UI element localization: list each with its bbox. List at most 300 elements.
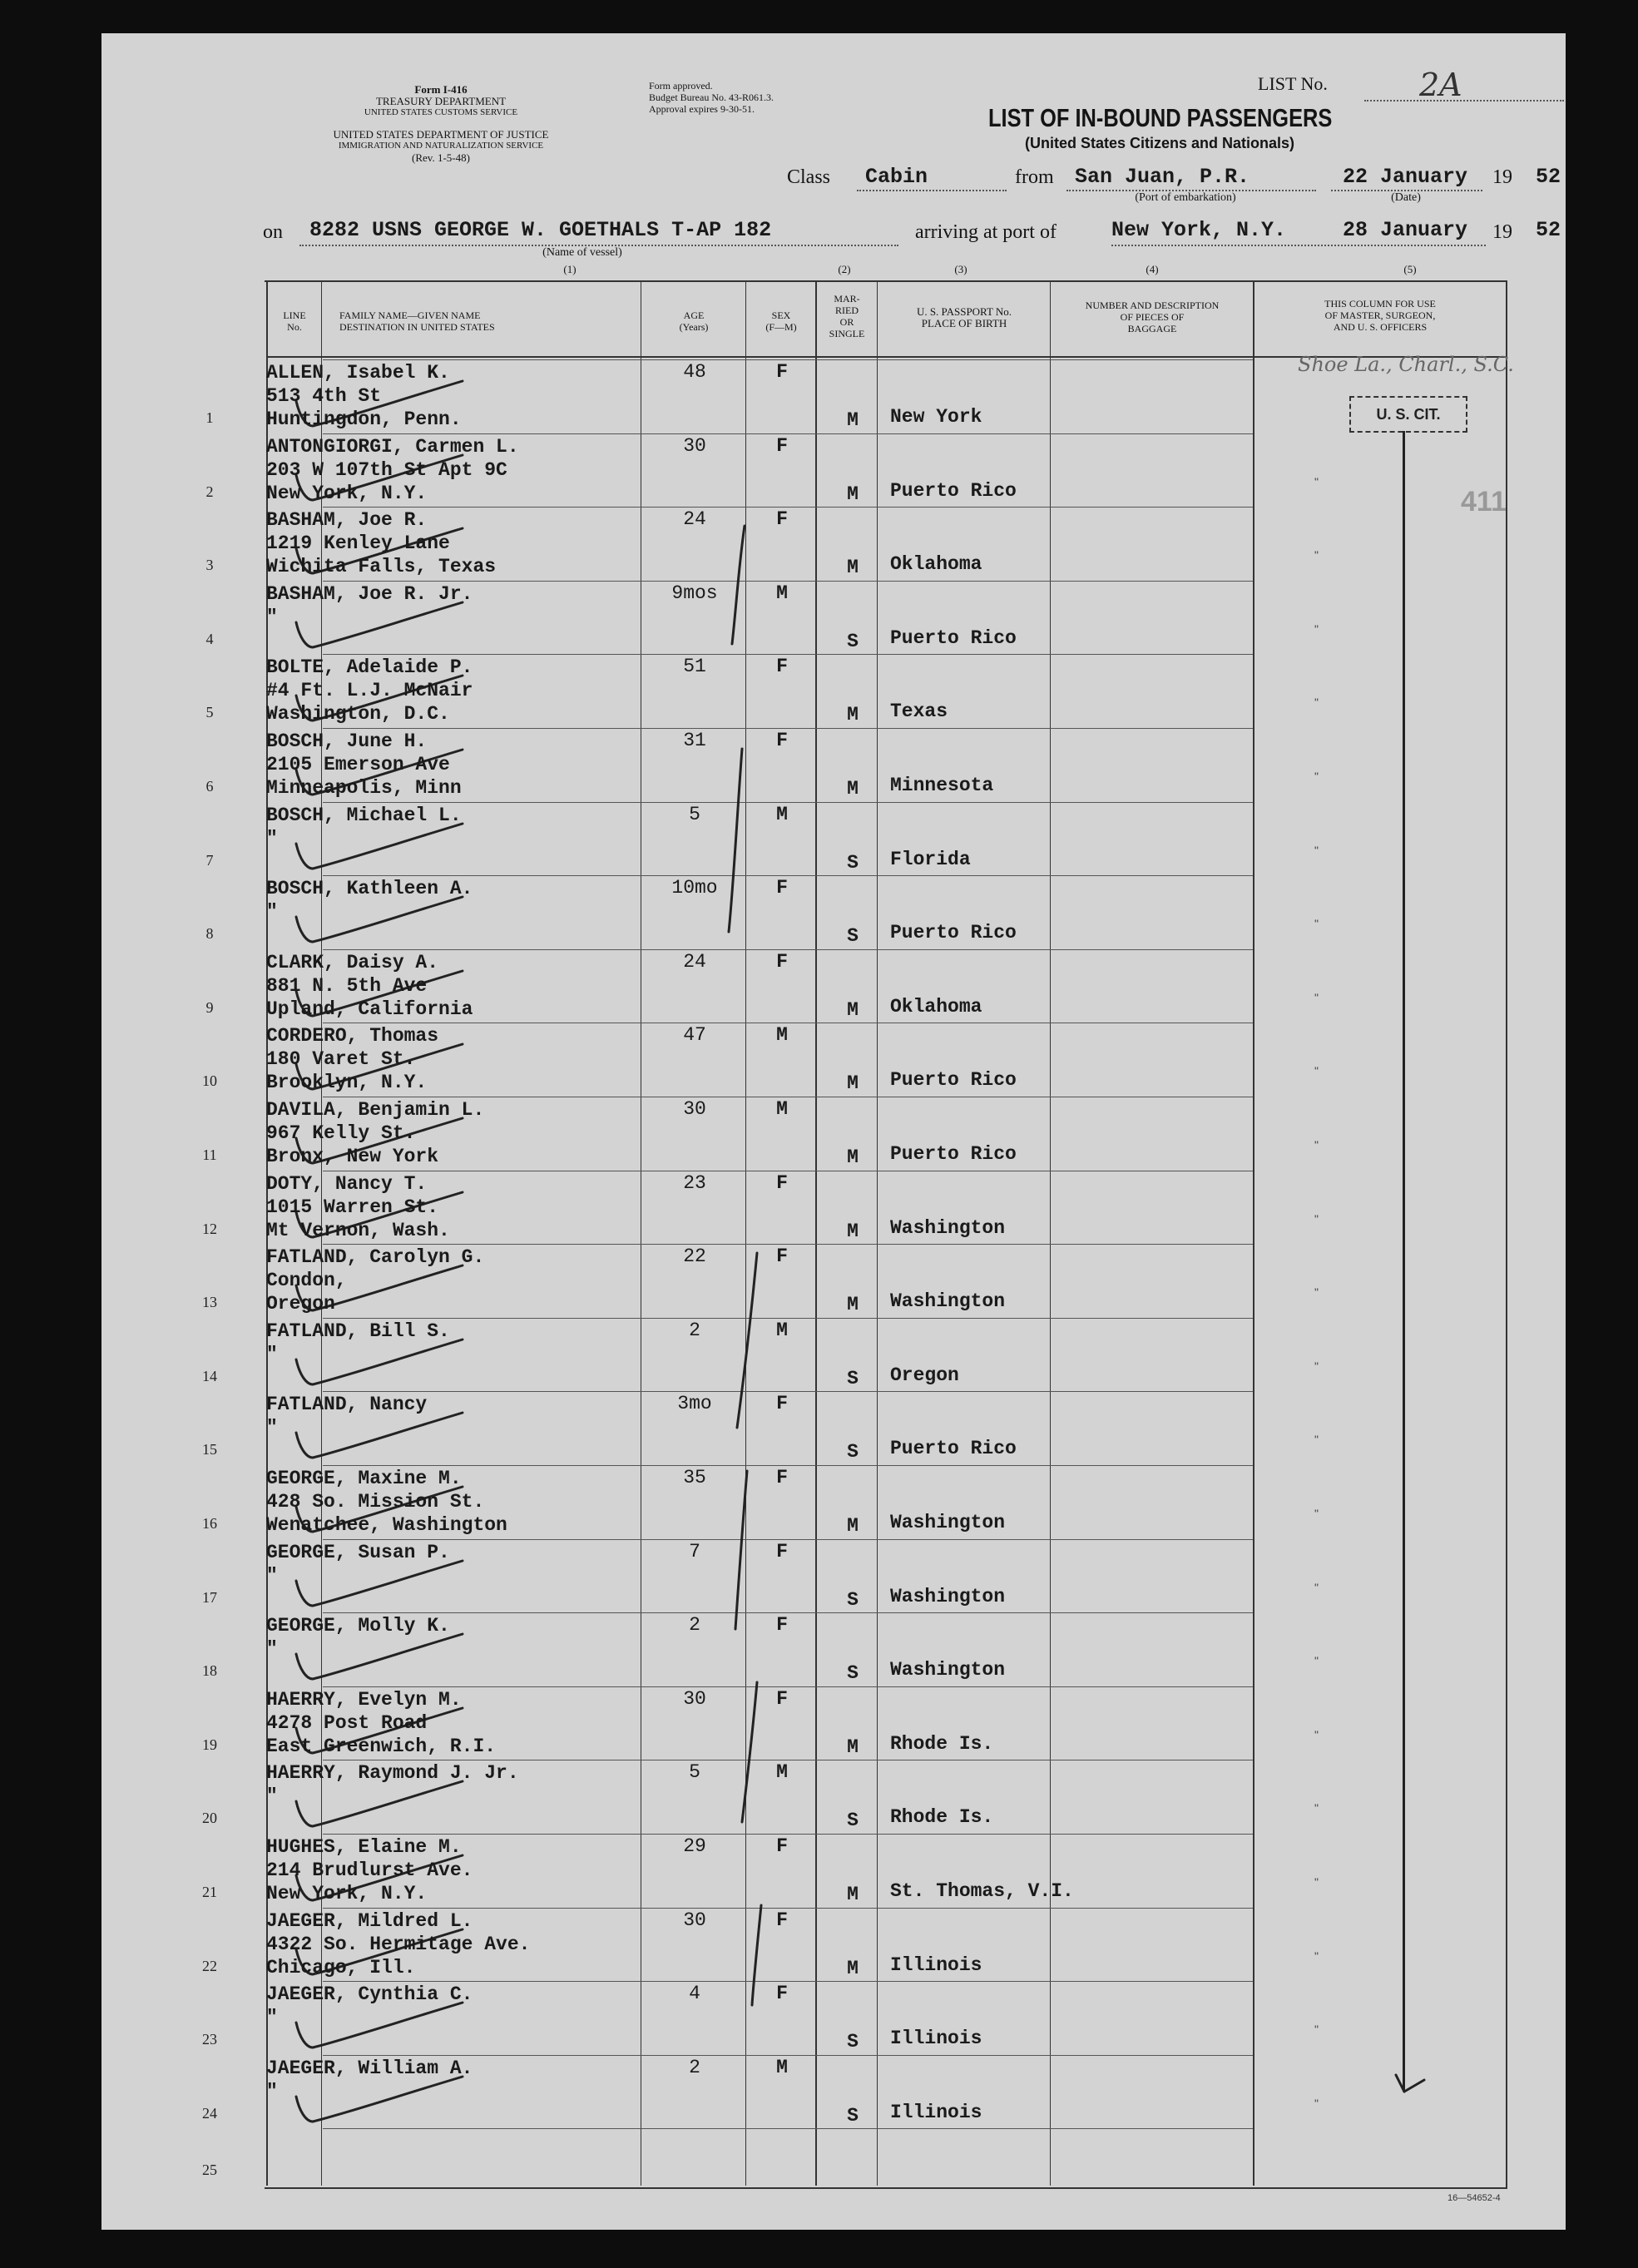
header-married-4: SINGLE xyxy=(829,328,865,339)
place-of-birth: Puerto Rico xyxy=(890,480,1017,502)
destination-line-1: 1015 Warren St. xyxy=(266,1196,439,1218)
marital-status: S xyxy=(847,1810,859,1831)
sex: M xyxy=(776,1098,788,1120)
place-of-birth: Oklahoma xyxy=(890,553,982,575)
treasury-dept: TREASURY DEPARTMENT xyxy=(375,95,507,107)
marital-status: M xyxy=(847,409,859,431)
sex: F xyxy=(776,877,788,899)
destination-line-1: 203 W 107th St Apt 9C xyxy=(266,459,507,481)
place-of-birth: Minnesota xyxy=(890,775,994,796)
row-divider xyxy=(323,1318,1253,1319)
age: 2 xyxy=(689,1614,700,1636)
passenger-name: GEORGE, Susan P. xyxy=(266,1542,450,1563)
marital-status: M xyxy=(847,557,859,578)
header-baggage-2: OF PIECES OF xyxy=(1120,311,1185,323)
row-divider xyxy=(323,359,1253,360)
sex: F xyxy=(776,435,788,457)
header-family-name-2: DESTINATION IN UNITED STATES xyxy=(339,321,495,333)
place-of-birth: Washington xyxy=(890,1586,1006,1607)
line-number: 17 xyxy=(202,1589,217,1606)
row-divider xyxy=(323,1612,1253,1613)
place-of-birth: Illinois xyxy=(890,2028,982,2049)
marital-status: M xyxy=(847,1958,859,1979)
age: 51 xyxy=(683,656,706,677)
departure-date: 22 January xyxy=(1343,165,1468,189)
ditto-tick: " xyxy=(1314,1064,1319,1077)
header-age-2: (Years) xyxy=(679,321,709,333)
destination-line-1: 881 N. 5th Ave xyxy=(266,975,428,997)
header-married xyxy=(817,293,877,339)
destination-line-1: " xyxy=(266,2081,278,2102)
age: 2 xyxy=(689,2057,700,2078)
line-number: 3 xyxy=(205,557,214,573)
age: 22 xyxy=(683,1245,706,1267)
ditto-tick: " xyxy=(1314,770,1319,783)
marital-status: S xyxy=(847,1368,859,1389)
marital-status: S xyxy=(847,1589,859,1611)
passenger-name: FATLAND, Bill S. xyxy=(266,1320,450,1342)
place-of-birth: Washington xyxy=(890,1217,1006,1239)
header-married-2: RIED xyxy=(835,305,859,316)
destination-line-2: Oregon xyxy=(266,1293,335,1315)
header-baggage xyxy=(1052,300,1253,334)
ditto-tick: " xyxy=(1314,2023,1319,2036)
marital-status: M xyxy=(847,1221,859,1242)
age: 24 xyxy=(683,508,706,530)
line-number: 16 xyxy=(202,1515,217,1532)
sex: M xyxy=(776,1024,788,1046)
passenger-name: BOSCH, June H. xyxy=(266,730,428,752)
vessel-name: 8282 USNS GEORGE W. GOETHALS T-AP 182 xyxy=(309,218,772,242)
passenger-name: CLARK, Daisy A. xyxy=(266,952,439,973)
arriving-label: arriving at port of xyxy=(915,221,1057,243)
line-number: 9 xyxy=(205,999,214,1016)
marital-status: S xyxy=(847,631,859,652)
marital-status: M xyxy=(847,704,859,725)
row-divider xyxy=(323,1686,1253,1687)
marital-status: S xyxy=(847,2105,859,2127)
ditto-tick: " xyxy=(1314,1138,1319,1151)
passenger-name: BASHAM, Joe R. Jr. xyxy=(266,583,473,605)
place-of-birth: Illinois xyxy=(890,1954,982,1976)
line-number: 22 xyxy=(202,1958,217,1974)
age: 31 xyxy=(683,730,706,751)
sex: F xyxy=(776,1688,788,1710)
destination-line-1: 214 Brudlurst Ave. xyxy=(266,1859,473,1881)
destination-line-2: Huntingdon, Penn. xyxy=(266,409,462,430)
header-sex-2: (F—M) xyxy=(765,321,797,333)
marital-status: M xyxy=(847,778,859,800)
place-of-birth: Florida xyxy=(890,849,971,870)
header-officers-2: OF MASTER, SURGEON, xyxy=(1324,309,1436,321)
passenger-name: DOTY, Nancy T. xyxy=(266,1173,428,1195)
marital-status: S xyxy=(847,925,859,947)
passenger-name: GEORGE, Molly K. xyxy=(266,1615,450,1637)
row-divider xyxy=(323,949,1253,950)
destination-line-1: " xyxy=(266,901,278,923)
ditto-tick: " xyxy=(1314,1359,1319,1373)
age: 24 xyxy=(683,951,706,973)
sex: F xyxy=(776,730,788,751)
table-col-line xyxy=(815,280,817,2186)
passenger-name: ANTONGIORGI, Carmen L. xyxy=(266,436,519,458)
place-of-birth: Illinois xyxy=(890,2102,982,2123)
from-label: from xyxy=(1015,166,1054,188)
sex: M xyxy=(776,2057,788,2078)
header-sex-1: SEX xyxy=(771,309,791,321)
line-number: 20 xyxy=(202,1810,217,1826)
destination-line-2: New York, N.Y. xyxy=(266,1883,428,1904)
line-number: 10 xyxy=(202,1072,217,1089)
place-of-birth: Oklahoma xyxy=(890,996,982,1018)
list-title: LIST OF IN-BOUND PASSENGERS xyxy=(988,103,1333,132)
ditto-tick: " xyxy=(1314,548,1319,562)
sex: F xyxy=(776,361,788,383)
ditto-tick: " xyxy=(1314,1433,1319,1446)
passenger-name: HAERRY, Raymond J. Jr. xyxy=(266,1762,519,1784)
destination-line-1: 4322 So. Hermitage Ave. xyxy=(266,1934,531,1955)
passenger-name: HAERRY, Evelyn M. xyxy=(266,1689,462,1711)
header-married-3: OR xyxy=(839,316,854,328)
side-number: 411 xyxy=(1461,486,1507,517)
marital-status: S xyxy=(847,1441,859,1463)
ditto-tick: " xyxy=(1314,2097,1319,2110)
line-number: 2 xyxy=(205,483,214,500)
passenger-name: FATLAND, Nancy xyxy=(266,1394,428,1415)
list-no-rule xyxy=(1364,100,1564,102)
age: 7 xyxy=(689,1541,700,1562)
line-number: 11 xyxy=(202,1146,217,1163)
passenger-name: DAVILA, Benjamin L. xyxy=(266,1099,485,1121)
destination-line-2: Wenatchee, Washington xyxy=(266,1514,507,1536)
justice-dept: UNITED STATES DEPARTMENT OF JUSTICE xyxy=(333,128,549,141)
destination-line-2: Washington, D.C. xyxy=(266,703,450,725)
age: 10mo xyxy=(671,877,718,899)
destination-line-1: " xyxy=(266,1417,278,1439)
officer-bracket-line xyxy=(1403,431,1405,2092)
passenger-name: ALLEN, Isabel K. xyxy=(266,362,450,384)
citizen-stamp: U. S. CIT. xyxy=(1349,396,1467,433)
approval-expires: Approval expires 9-30-51. xyxy=(649,103,755,115)
place-of-birth: Puerto Rico xyxy=(890,1069,1017,1091)
marital-status: S xyxy=(847,852,859,874)
marital-status: M xyxy=(847,1736,859,1758)
destination-line-1: " xyxy=(266,828,278,849)
departure-year: 52 xyxy=(1536,165,1561,189)
destination-line-1: 4278 Post Road xyxy=(266,1712,428,1734)
date-caption: (Date) xyxy=(1391,191,1421,204)
destination-line-1: " xyxy=(266,1344,278,1365)
age: 48 xyxy=(683,361,706,383)
header-officers xyxy=(1254,298,1506,333)
ditto-tick: " xyxy=(1314,475,1319,488)
marital-status: M xyxy=(847,1884,859,1905)
row-divider xyxy=(323,2055,1253,2056)
age: 9mos xyxy=(671,582,718,604)
age: 29 xyxy=(683,1835,706,1857)
ins-service: IMMIGRATION AND NATURALIZATION SERVICE xyxy=(338,141,544,151)
line-number: 14 xyxy=(202,1368,217,1384)
passenger-name: CORDERO, Thomas xyxy=(266,1025,439,1047)
place-of-birth: New York xyxy=(890,406,982,428)
line-number: 7 xyxy=(205,852,214,869)
ditto-tick: " xyxy=(1314,696,1319,709)
sex: F xyxy=(776,951,788,973)
header-sex xyxy=(747,309,815,333)
marital-status: M xyxy=(847,1072,859,1094)
line-number: 8 xyxy=(205,925,214,942)
destination-line-1: " xyxy=(266,1785,278,1807)
header-age-1: AGE xyxy=(683,309,705,321)
ditto-tick: " xyxy=(1314,1212,1319,1226)
sex: F xyxy=(776,1909,788,1931)
col-number-2: (2) xyxy=(838,263,851,275)
line-number: 21 xyxy=(202,1884,217,1900)
place-of-birth: Puerto Rico xyxy=(890,922,1017,943)
row-divider xyxy=(323,1244,1253,1245)
place-of-birth: Puerto Rico xyxy=(890,1438,1017,1459)
sex: F xyxy=(776,1467,788,1488)
ditto-tick: " xyxy=(1314,1285,1319,1299)
age: 30 xyxy=(683,435,706,457)
print-code: 16—54652-4 xyxy=(1447,2193,1501,2203)
col-number-4: (4) xyxy=(1146,263,1159,275)
destination-line-2: Brooklyn, N.Y. xyxy=(266,1072,428,1093)
class-value: Cabin xyxy=(865,165,928,189)
age: 2 xyxy=(689,1320,700,1341)
passenger-name: JAEGER, Cynthia C. xyxy=(266,1983,473,2005)
row-divider xyxy=(323,1981,1253,1982)
row-divider xyxy=(323,1465,1253,1466)
destination-line-2: Bronx, New York xyxy=(266,1146,439,1167)
place-of-birth: Texas xyxy=(890,701,948,722)
arrival-port: New York, N.Y. xyxy=(1111,218,1287,242)
age: 3mo xyxy=(677,1393,712,1414)
officer-note: Shoe La., Charl., S.C. xyxy=(1298,353,1514,376)
sex: F xyxy=(776,1245,788,1267)
age: 30 xyxy=(683,1909,706,1931)
ditto-tick: " xyxy=(1314,1728,1319,1741)
destination-line-1: " xyxy=(266,1638,278,1660)
row-divider xyxy=(323,728,1253,729)
age: 5 xyxy=(689,1761,700,1783)
sex: F xyxy=(776,1172,788,1194)
row-divider xyxy=(323,433,1253,434)
destination-line-1: Condon, xyxy=(266,1270,347,1291)
line-number: 4 xyxy=(205,631,214,647)
passenger-name: BOSCH, Michael L. xyxy=(266,805,462,826)
destination-line-2: Chicago, Ill. xyxy=(266,1957,416,1978)
header-family-name xyxy=(323,309,531,333)
list-no-label: LIST No. xyxy=(1258,73,1328,94)
header-baggage-1: NUMBER AND DESCRIPTION xyxy=(1085,300,1220,311)
header-age xyxy=(642,309,745,333)
list-no-value: 2A xyxy=(1419,67,1462,103)
destination-line-1: 2105 Emerson Ave xyxy=(266,754,450,775)
on-label: on xyxy=(263,221,283,243)
header-passport xyxy=(878,306,1050,329)
line-number: 24 xyxy=(202,2105,217,2122)
ditto-tick: " xyxy=(1314,1875,1319,1889)
line-number: 13 xyxy=(202,1294,217,1310)
destination-line-1: 180 Varet St. xyxy=(266,1048,416,1070)
sex: M xyxy=(776,1320,788,1341)
destination-line-1: 513 4th St xyxy=(266,385,382,407)
destination-line-1: " xyxy=(266,2007,278,2028)
arrival-year-prefix: 19 xyxy=(1492,221,1512,243)
row-divider xyxy=(323,654,1253,655)
age: 47 xyxy=(683,1024,706,1046)
header-married-1: MAR- xyxy=(834,293,860,305)
destination-line-1: 967 Kelly St. xyxy=(266,1122,416,1144)
age: 35 xyxy=(683,1467,706,1488)
row-divider xyxy=(323,1834,1253,1835)
header-line-no-2: No. xyxy=(287,321,302,333)
sex: F xyxy=(776,1835,788,1857)
class-rule xyxy=(857,190,1007,191)
age: 23 xyxy=(683,1172,706,1194)
header-baggage-3: BAGGAGE xyxy=(1127,323,1177,334)
marital-status: M xyxy=(847,1515,859,1537)
passenger-name: JAEGER, William A. xyxy=(266,2058,473,2079)
ditto-tick: " xyxy=(1314,1801,1319,1815)
line-number: 15 xyxy=(202,1441,217,1458)
sex: F xyxy=(776,1541,788,1562)
table-col-line xyxy=(1253,280,1254,2186)
sex: M xyxy=(776,804,788,825)
place-of-birth: Puerto Rico xyxy=(890,1143,1017,1165)
class-label: Class xyxy=(787,166,831,188)
marital-status: M xyxy=(847,1294,859,1315)
passenger-name: BOLTE, Adelaide P. xyxy=(266,656,473,678)
line-number: 5 xyxy=(205,704,214,721)
sex: F xyxy=(776,508,788,530)
header-family-name-1: FAMILY NAME—GIVEN NAME xyxy=(339,309,481,321)
place-of-birth: Rhode Is. xyxy=(890,1733,994,1755)
age: 5 xyxy=(689,804,700,825)
form-number: Form I-416 xyxy=(414,83,468,96)
destination-line-1: 1219 Kenley Lane xyxy=(266,532,450,554)
row-divider xyxy=(323,1539,1253,1540)
passenger-name: FATLAND, Carolyn G. xyxy=(266,1246,485,1268)
place-of-birth: Washington xyxy=(890,1290,1006,1312)
destination-line-2: Wichita Falls, Texas xyxy=(266,556,497,577)
marital-status: S xyxy=(847,2031,859,2053)
place-of-birth: St. Thomas, V.I. xyxy=(890,1880,1074,1902)
passenger-name: BASHAM, Joe R. xyxy=(266,509,428,531)
destination-line-1: #4 Ft. L.J. McNair xyxy=(266,680,473,701)
ditto-tick: " xyxy=(1314,1654,1319,1667)
row-divider xyxy=(323,1908,1253,1909)
arrival-year: 52 xyxy=(1536,218,1561,242)
destination-line-2: Upland, California xyxy=(266,998,473,1020)
marital-status: M xyxy=(847,483,859,505)
age: 30 xyxy=(683,1688,706,1710)
customs-service: UNITED STATES CUSTOMS SERVICE xyxy=(364,107,518,117)
line-number: 23 xyxy=(202,2031,217,2048)
destination-line-2: East Greenwich, R.I. xyxy=(266,1736,497,1757)
form-revision: (Rev. 1-5-48) xyxy=(412,151,470,164)
table-col-line xyxy=(745,280,746,2186)
place-of-birth: Oregon xyxy=(890,1364,959,1386)
row-divider xyxy=(323,1391,1253,1392)
line-number: 18 xyxy=(202,1662,217,1679)
ditto-tick: " xyxy=(1314,1949,1319,1963)
age: 4 xyxy=(689,1983,700,2004)
arrival-rule xyxy=(1111,245,1486,246)
col-number-3: (3) xyxy=(954,263,967,275)
line-number: 12 xyxy=(202,1221,217,1237)
ditto-tick: " xyxy=(1314,622,1319,636)
destination-line-2: New York, N.Y. xyxy=(266,483,428,504)
place-of-birth: Washington xyxy=(890,1512,1006,1533)
col-number-5: (5) xyxy=(1403,263,1417,275)
from-value: San Juan, P.R. xyxy=(1075,165,1250,189)
line-number-25: 25 xyxy=(202,2162,217,2178)
header-line-no xyxy=(268,309,321,333)
marital-status: M xyxy=(847,1146,859,1168)
passenger-name: HUGHES, Elaine M. xyxy=(266,1836,462,1858)
sex: F xyxy=(776,656,788,677)
line-number: 1 xyxy=(205,409,214,426)
header-officers-1: THIS COLUMN FOR USE xyxy=(1324,298,1436,309)
ditto-tick: " xyxy=(1314,1581,1319,1594)
line-number: 6 xyxy=(205,778,214,795)
ditto-tick: " xyxy=(1314,844,1319,857)
passenger-name: GEORGE, Maxine M. xyxy=(266,1468,462,1489)
age: 30 xyxy=(683,1098,706,1120)
header-passport-1: U. S. PASSPORT No. xyxy=(916,305,1012,318)
destination-line-2: Mt Vernon, Wash. xyxy=(266,1220,450,1241)
ditto-tick: " xyxy=(1314,991,1319,1004)
row-divider xyxy=(323,507,1253,508)
departure-year-prefix: 19 xyxy=(1492,166,1512,188)
sex: F xyxy=(776,1983,788,2004)
row-divider xyxy=(323,2128,1253,2129)
row-divider xyxy=(323,802,1253,803)
passenger-name: BOSCH, Kathleen A. xyxy=(266,878,473,899)
row-divider xyxy=(323,875,1253,876)
form-approved: Form approved. xyxy=(649,80,713,92)
embark-caption: (Port of embarkation) xyxy=(1135,191,1236,204)
marital-status: S xyxy=(847,1662,859,1684)
marital-status: M xyxy=(847,999,859,1021)
row-divider xyxy=(323,581,1253,582)
passenger-name: JAEGER, Mildred L. xyxy=(266,1910,473,1932)
destination-line-1: " xyxy=(266,607,278,628)
destination-line-1: " xyxy=(266,1565,278,1587)
col-number-1: (1) xyxy=(563,263,577,275)
sex: M xyxy=(776,1761,788,1783)
header-line-no-1: LINE xyxy=(283,309,306,321)
sex: F xyxy=(776,1614,788,1636)
arrival-date: 28 January xyxy=(1343,218,1468,242)
header-passport-2: PLACE OF BIRTH xyxy=(921,317,1007,329)
destination-line-1: 428 So. Mission St. xyxy=(266,1491,485,1513)
budget-bureau: Budget Bureau No. 43-R061.3. xyxy=(649,92,774,103)
place-of-birth: Puerto Rico xyxy=(890,627,1017,649)
place-of-birth: Rhode Is. xyxy=(890,1806,994,1828)
vessel-caption: (Name of vessel) xyxy=(542,246,622,259)
sex: F xyxy=(776,1393,788,1414)
line-number: 19 xyxy=(202,1736,217,1753)
sex: M xyxy=(776,582,788,604)
place-of-birth: Washington xyxy=(890,1659,1006,1681)
list-subtitle: (United States Citizens and Nationals) xyxy=(1025,135,1295,151)
header-officers-3: AND U. S. OFFICERS xyxy=(1333,321,1428,333)
ditto-tick: " xyxy=(1314,1507,1319,1520)
ditto-tick: " xyxy=(1314,917,1319,930)
